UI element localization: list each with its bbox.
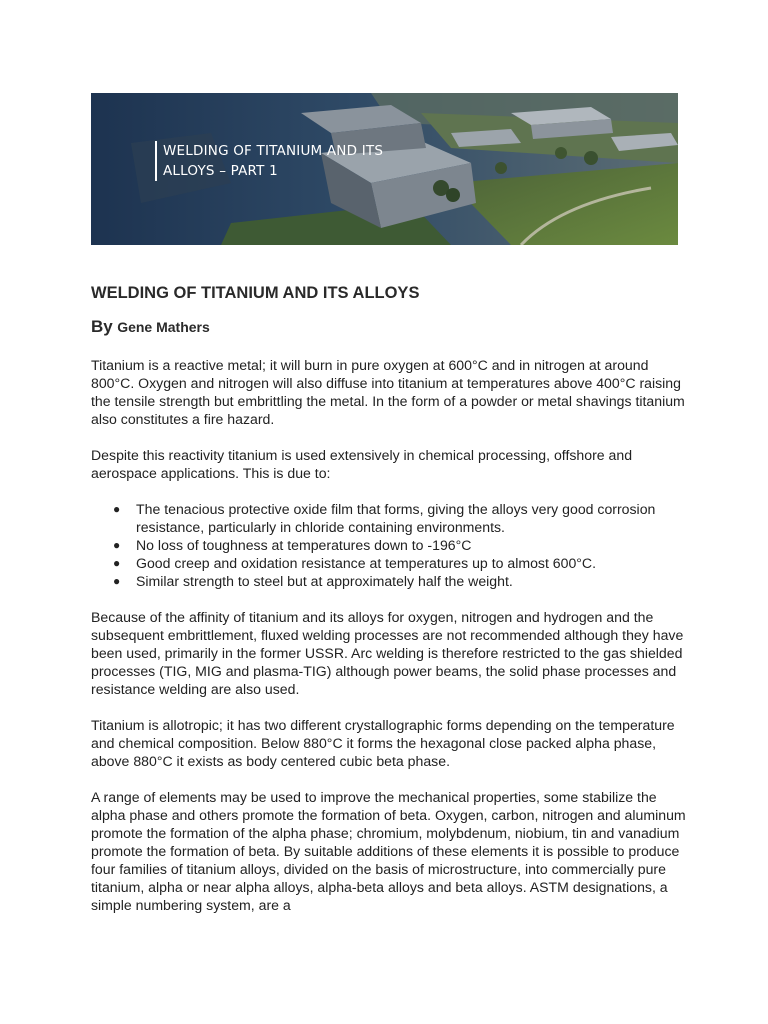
list-item bbox=[113, 572, 686, 590]
paragraph-4: Titanium is allotropic; it has two different crystallographic forms depending on the temperature and chemical composition. Below 880°C it forms the hexagonal close packed alpha phase, above 880°C it exists as body centered cubic beta phase. bbox=[91, 717, 675, 769]
article-headline: WELDING OF TITANIUM AND ITS ALLOYS bbox=[91, 284, 420, 302]
list-item-text: Good creep and oxidation resistance at temperatures up to almost 600°C. bbox=[136, 555, 597, 571]
list-item-text: No loss of toughness at temperatures down to -196°C bbox=[136, 537, 472, 553]
banner-title-block bbox=[155, 141, 403, 181]
list-item bbox=[113, 500, 686, 536]
advantages-list bbox=[91, 500, 686, 590]
author-name: Gene Mathers bbox=[117, 319, 210, 335]
bullet-icon: ● bbox=[113, 502, 121, 516]
list-item bbox=[113, 554, 686, 572]
bullet-icon: ● bbox=[113, 538, 121, 552]
article-body bbox=[91, 276, 686, 914]
banner-title-line1: WELDING OF TITANIUM AND ITS bbox=[163, 143, 384, 159]
hero-banner bbox=[91, 93, 678, 245]
byline bbox=[91, 315, 686, 340]
paragraph-1: Titanium is a reactive metal; it will burn in pure oxygen at 600°C and in nitrogen at around 800°C. Oxygen and nitrogen will also diffuse into titanium at temperatures above 400°C raising the tensile strength but embrittling the metal. In the form of a powder or metal shavings titanium also constitutes a fire hazard. bbox=[91, 357, 685, 427]
bullet-icon: ● bbox=[113, 556, 121, 570]
paragraph-5: A range of elements may be used to improve the mechanical properties, some stabilize the alpha phase and others promote the formation of beta. Oxygen, carbon, nitrogen and aluminum promote the formation of the alpha phase; chromium, molybdenum, niobium, tin and vanadium promote the formation of beta. By suitable additions of these elements it is possible to produce four families of titanium alloys, divided on the basis of microstructure, into commercially pure titanium, alpha or near alpha alloys, alpha-beta alloys and beta alloys. ASTM designations, a simple numbering system, are a bbox=[91, 789, 686, 913]
list-item-text: The tenacious protective oxide film that forms, giving the alloys very good corrosion resistance, particularly in chloride containing environments. bbox=[136, 501, 656, 535]
list-item-text: Similar strength to steel but at approximately half the weight. bbox=[136, 573, 513, 589]
bullet-icon: ● bbox=[113, 574, 121, 588]
banner-title bbox=[163, 141, 403, 181]
list-item bbox=[113, 536, 686, 554]
banner-title-line2: ALLOYS – PART 1 bbox=[163, 163, 278, 179]
byline-by: By bbox=[91, 317, 113, 336]
paragraph-2: Despite this reactivity titanium is used extensively in chemical processing, offshore and aerospace applications. This is due to: bbox=[91, 447, 633, 481]
paragraph-3: Because of the affinity of titanium and its alloys for oxygen, nitrogen and hydrogen and the subsequent embrittlement, fluxed welding processes are not recommended although they have been used, primarily in the former USSR. Arc welding is therefore restricted to the gas shielded processes (TIG, MIG and plasma-TIG) although power beams, the solid phase processes and resistance welding are also used. bbox=[91, 609, 684, 697]
